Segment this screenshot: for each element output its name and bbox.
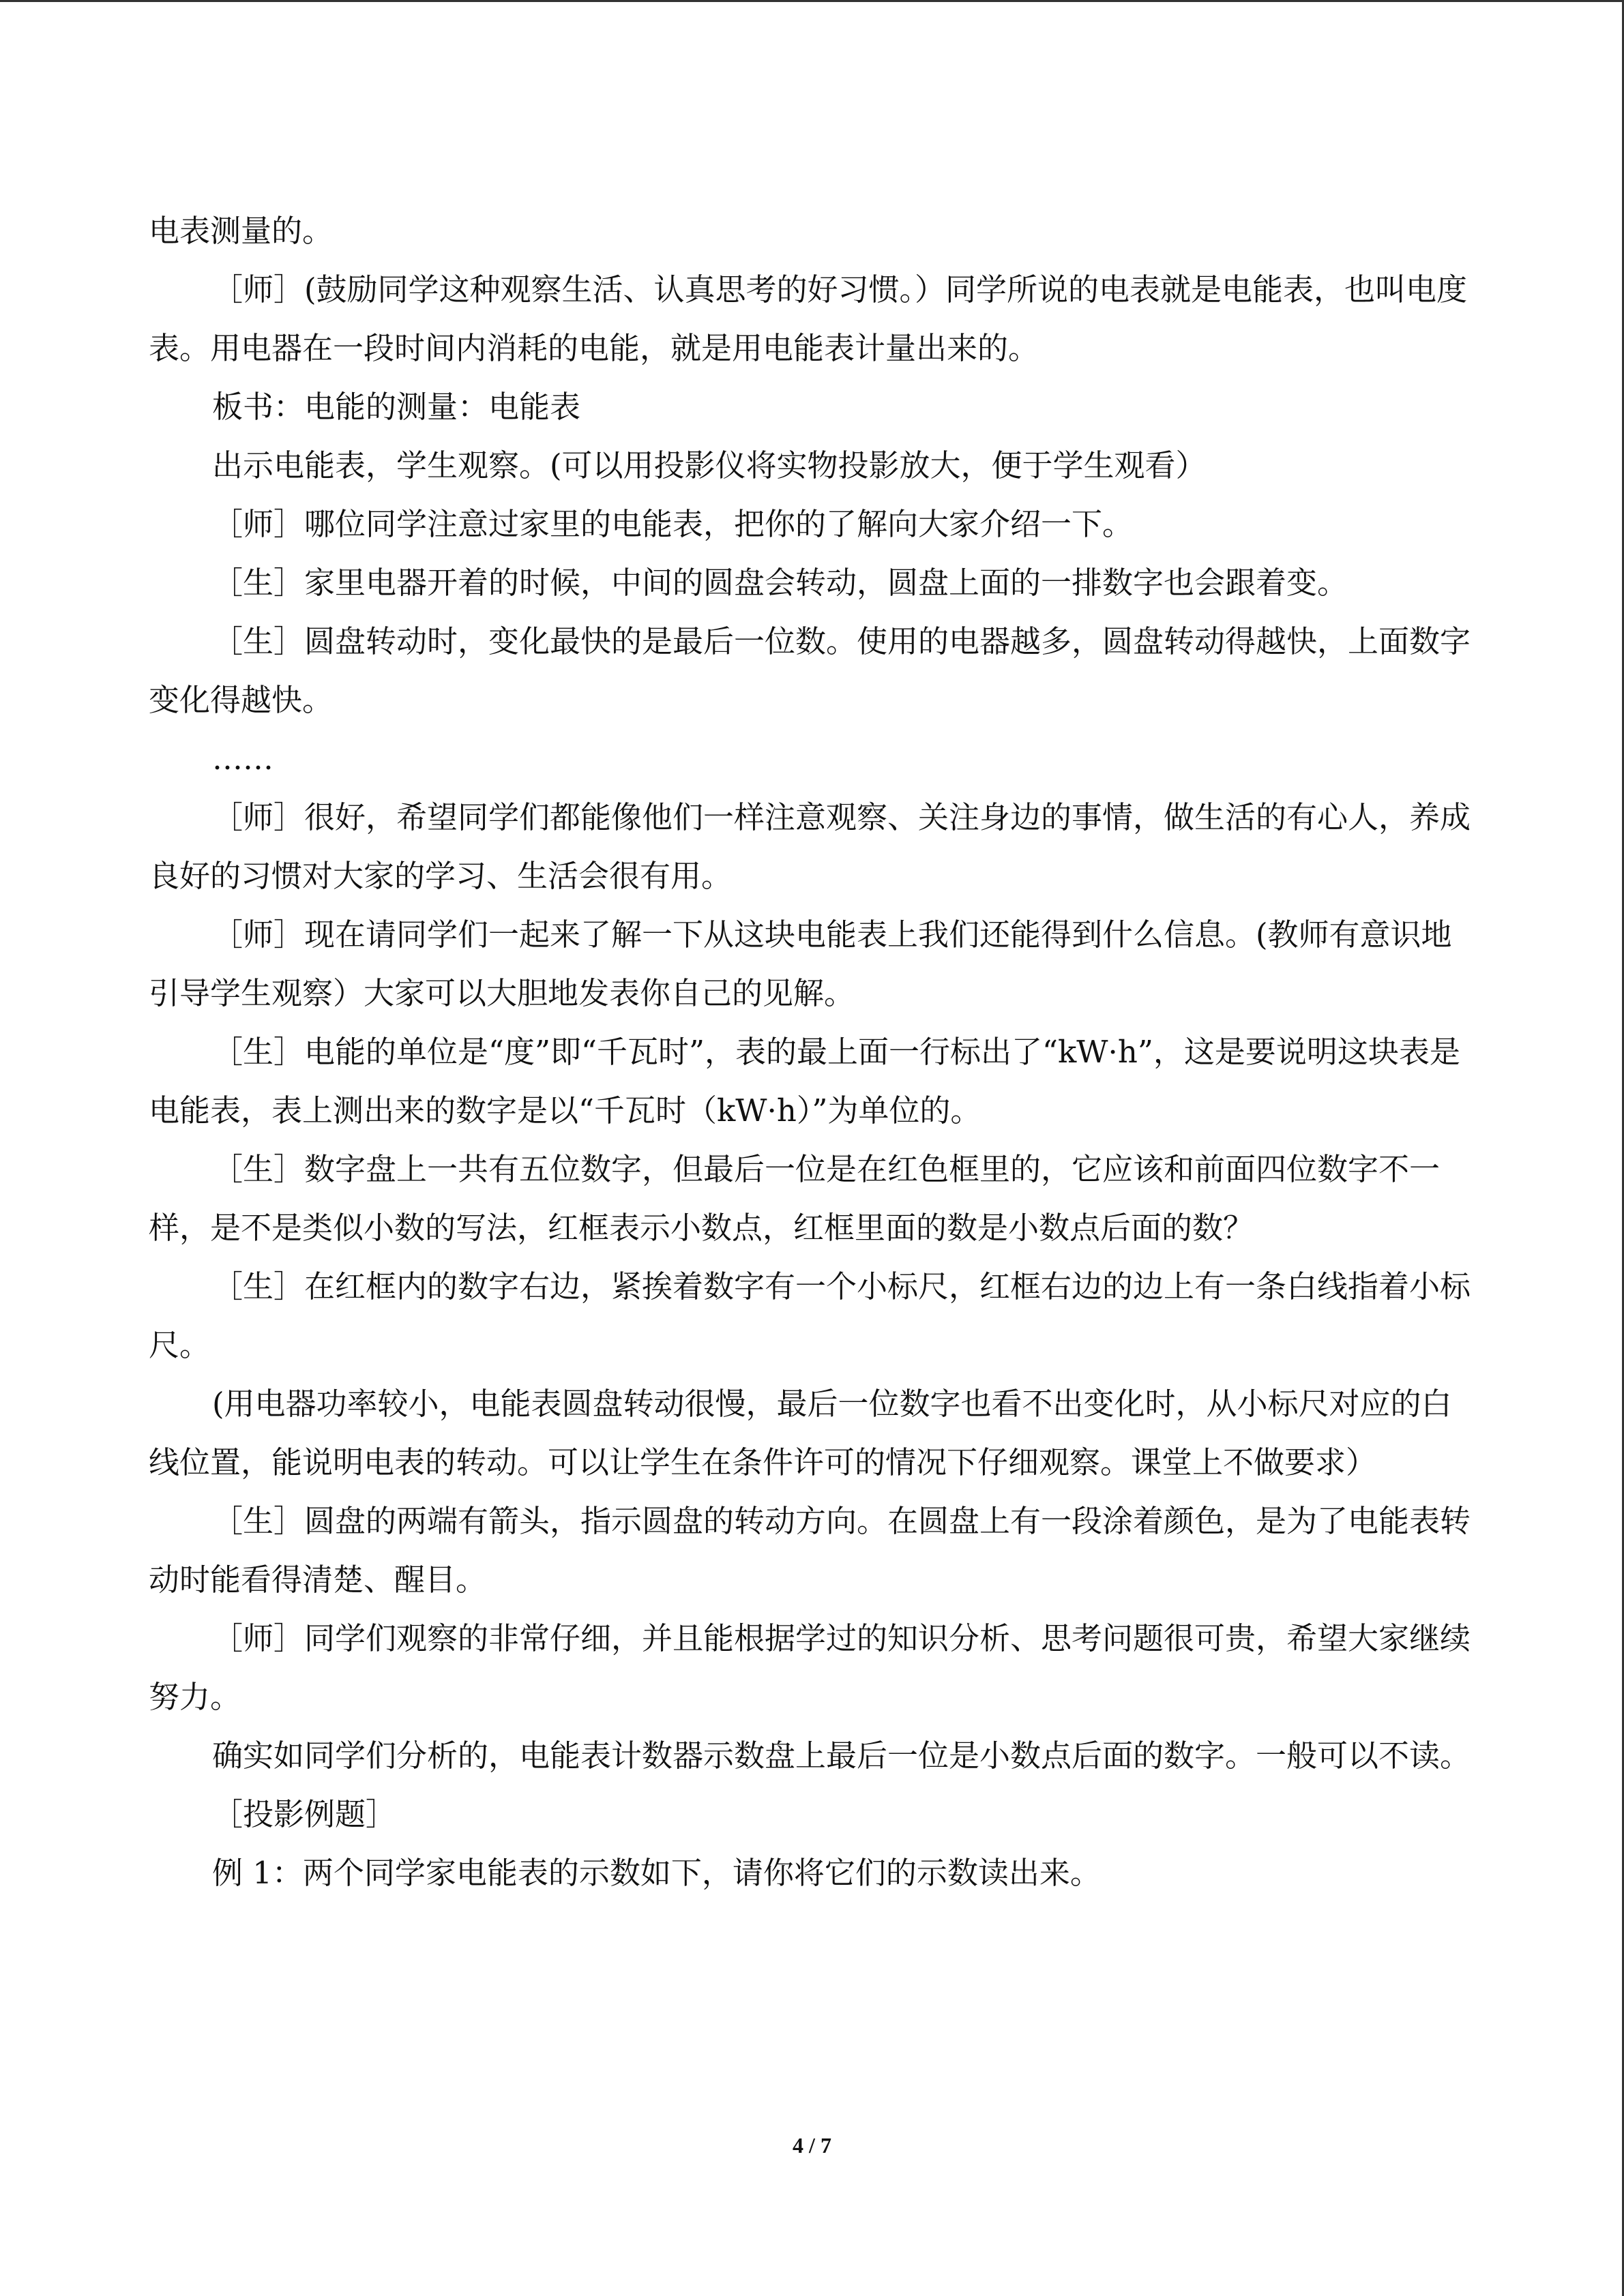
page-border-top xyxy=(0,0,1624,2)
paragraph: ［生］圆盘的两端有箭头，指示圆盘的转动方向。在圆盘上有一段涂着颜色，是为了电能表转动时能看得清楚、醒目。 xyxy=(149,1503,1471,1598)
paragraph: ［师］很好，希望同学们都能像他们一样注意观察、关注身边的事情，做生活的有心人，养成良好的习惯对大家的学习、生活会很有用。 xyxy=(149,799,1471,894)
document-body xyxy=(149,202,1472,1903)
section-label: ［投影例题］ xyxy=(212,1796,397,1832)
paragraph: ［师］(鼓励同学这种观察生活、认真思考的好习惯。）同学所说的电表就是电能表，也叫电度表。用电器在一段时间内消耗的电能，就是用电能表计量出来的。 xyxy=(149,271,1468,366)
paragraph: 确实如同学们分析的，电能表计数器示数盘上最后一位是小数点后面的数字。一般可以不读。 xyxy=(212,1738,1471,1774)
paragraph: ［生］电能的单位是“度”即“千瓦时”，表的最上面一行标出了“kW·h”，这是要说明这块表是电能表，表上测出来的数字是以“千瓦时（kW·h）”为单位的。 xyxy=(149,1034,1460,1129)
paragraph: ［师］现在请同学们一起来了解一下从这块电能表上我们还能得到什么信息。(教师有意识地引导学生观察）大家可以大胆地发表你自己的见解。 xyxy=(149,916,1452,1011)
paragraph: ［生］数字盘上一共有五位数字，但最后一位是在红色框里的，它应该和前面四位数字不一样，是不是类似小数的写法，红框表示小数点，红框里面的数是小数点后面的数？ xyxy=(149,1151,1441,1246)
example-question: 例 1：两个同学家电能表的示数如下，请你将它们的示数读出来。 xyxy=(212,1855,1101,1891)
page-number: 4 / 7 xyxy=(793,2133,831,2158)
paragraph: ［生］在红框内的数字右边，紧挨着数字有一个小标尺，红框右边的边上有一条白线指着小标尺。 xyxy=(149,1268,1471,1363)
paragraph: 出示电能表，学生观察。(可以用投影仪将实物投影放大，便于学生观看） xyxy=(212,447,1207,483)
paragraph: ［师］同学们观察的非常仔细，并且能根据学过的知识分析、思考问题很可贵，希望大家继续努力。 xyxy=(149,1620,1471,1715)
ellipsis-line: …… xyxy=(212,741,274,777)
paragraph: (用电器功率较小，电能表圆盘转动很慢，最后一位数字也看不出变化时，从小标尺对应的白线位置，能说明电表的转动。可以让学生在条件许可的情况下仔细观察。课堂上不做要求） xyxy=(149,1386,1452,1480)
paragraph: 电表测量的。 xyxy=(149,213,334,249)
paragraph: ［师］哪位同学注意过家里的电能表，把你的了解向大家介绍一下。 xyxy=(212,506,1134,542)
paragraph: 板书：电能的测量：电能表 xyxy=(212,389,581,425)
paragraph: ［生］家里电器开着的时候，中间的圆盘会转动，圆盘上面的一排数字也会跟着变。 xyxy=(212,565,1348,601)
paragraph: ［生］圆盘转动时，变化最快的是最后一位数。使用的电器越多，圆盘转动得越快，上面数字变化得越快。 xyxy=(149,623,1471,718)
